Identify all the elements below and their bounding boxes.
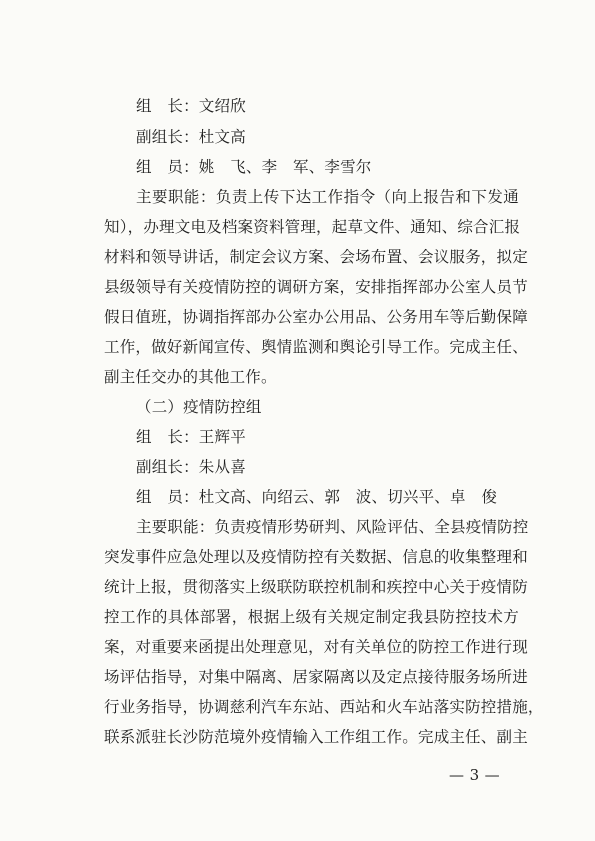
members-line: 组 员：姚 飞、李 军、李雪尔: [136, 158, 372, 176]
main-duties-line: 主要职能：负责疫情形势研判、风险评估、全县疫情防控: [136, 518, 529, 536]
main-duties-line: 主要职能：负责上传下达工作指令（向上报告和下发通: [136, 188, 519, 206]
paragraph-line: 突发事件应急处理以及疫情防控有关数据、信息的收集整理和: [104, 548, 528, 566]
paragraph-line: 案，对重要来函提出处理意见，对有关单位的防控工作进行现: [104, 638, 528, 656]
paragraph-line: 知），办理文电及档案资料管理，起草文件、通知、综合汇报: [104, 218, 521, 236]
paragraph-line: 副主任交办的其他工作。: [104, 368, 277, 386]
paragraph-line: 场评估指导，对集中隔离、居家隔离以及定点接待服务场所进: [104, 668, 528, 686]
paragraph-line: 行业务指导，协调慈利汽车东站、西站和火车站落实防控措施，: [104, 698, 544, 716]
members-line: 组 员：杜文高、向绍云、郭 波、切兴平、卓 俊: [136, 488, 498, 506]
page-number: — 3 —: [449, 766, 501, 784]
deputy-leader-line: 副组长：朱从喜: [136, 458, 246, 476]
paragraph-line: 统计上报，贯彻落实上级联防联控机制和疾控中心关于疫情防: [104, 578, 528, 596]
paragraph-line: 联系派驻长沙防范境外疫情输入工作组工作。完成主任、副主: [104, 728, 528, 746]
section-heading: （二）疫情防控组: [136, 398, 262, 416]
paragraph-line: 工作，做好新闻宣传、舆情监测和舆论引导工作。完成主任、: [104, 338, 528, 356]
deputy-leader-line: 副组长：杜文高: [136, 128, 246, 146]
paragraph-line: 材料和领导讲话，制定会议方案、会场布置、会议服务，拟定: [104, 248, 528, 266]
group-leader-line: 组 长：王辉平: [136, 428, 246, 446]
paragraph-line: 控工作的具体部署，根据上级有关规定制定我县防控技术方: [104, 608, 519, 626]
paragraph-line: 县级领导有关疫情防控的调研方案，安排指挥部办公室人员节: [104, 278, 528, 296]
group-leader-line: 组 长：文绍欣: [136, 97, 246, 115]
paragraph-line: 假日值班，协调指挥部办公室办公用品、公务用车等后勤保障: [104, 308, 528, 326]
